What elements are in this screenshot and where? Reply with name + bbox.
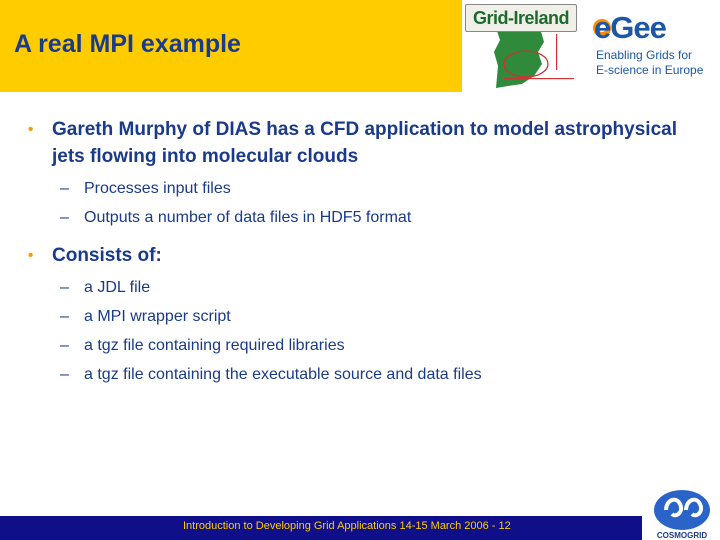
slide-title: A real MPI example — [14, 30, 241, 58]
sub-bullet-item — [24, 360, 704, 389]
egee-logo: eGee — [594, 10, 666, 45]
dash-icon: – — [60, 209, 69, 226]
egee-tagline — [596, 48, 718, 78]
dash-icon: – — [60, 279, 69, 296]
dash-icon: – — [60, 366, 69, 383]
dash-icon: – — [60, 337, 69, 354]
bullet-text: Consists of: — [52, 245, 162, 266]
dash-icon: – — [60, 180, 69, 197]
bullet-icon: • — [28, 247, 34, 264]
sub-bullet-text: a tgz file containing required libraries — [84, 337, 345, 354]
sub-bullet-item — [24, 273, 704, 302]
spacer — [24, 232, 704, 242]
cosmogrid-logo — [646, 488, 718, 540]
sub-bullet-item — [24, 331, 704, 360]
grid-ireland-logo: Grid-Ireland — [465, 4, 577, 32]
title-band — [0, 0, 462, 92]
bullet-item — [24, 116, 704, 170]
sub-bullet-text: a MPI wrapper script — [84, 308, 231, 325]
egee-tagline-line-1: Enabling Grids for — [596, 48, 693, 62]
sub-bullet-item — [24, 174, 704, 203]
sub-bullet-text: Processes input files — [84, 180, 231, 197]
sub-bullet-text: a JDL file — [84, 279, 151, 296]
sub-bullet-text: Outputs a number of data files in HDF5 format — [84, 209, 412, 226]
bullet-list — [24, 116, 704, 389]
footer-text: Introduction to Developing Grid Applications 14-15 March 2006 - 12 — [183, 520, 511, 532]
cosmogrid-label: COSMOGRID — [656, 531, 708, 540]
sub-bullet-item — [24, 203, 704, 232]
bullet-text: Gareth Murphy of DIAS has a CFD application to model astrophysical jets flowing into molecular clouds — [52, 119, 677, 167]
sub-bullet-text: a tgz file containing the executable source and data files — [84, 366, 482, 383]
bullet-icon: • — [28, 121, 34, 138]
sub-bullet-item — [24, 302, 704, 331]
bullet-item — [24, 242, 704, 269]
egee-tagline-line-2: E-science in Europe — [596, 63, 704, 77]
dash-icon: – — [60, 308, 69, 325]
